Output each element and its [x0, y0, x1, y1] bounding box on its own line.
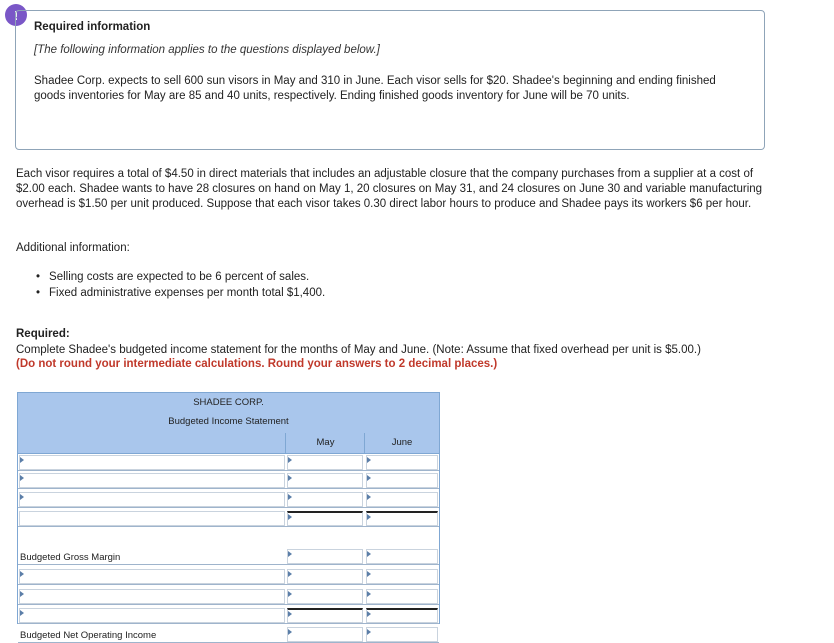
may-amount-input[interactable]: [287, 569, 363, 584]
header-divider: [364, 433, 365, 453]
may-amount-input[interactable]: [287, 549, 363, 564]
info-note: [The following information applies to the questions displayed below.]: [34, 44, 380, 56]
list-item: • Selling costs are expected to be 6 percent of sales.: [36, 269, 325, 285]
may-amount-input[interactable]: [287, 473, 363, 488]
june-amount-input[interactable]: [366, 549, 438, 564]
account-select[interactable]: [19, 589, 285, 604]
info-title: Required information: [34, 21, 151, 33]
june-amount-input[interactable]: [366, 569, 438, 584]
account-select[interactable]: [19, 492, 285, 507]
dropdown-marker-icon: [20, 457, 24, 463]
dropdown-marker-icon: [367, 551, 371, 557]
statement-company: SHADEE CORP.: [18, 393, 439, 414]
row-label: Budgeted Gross Margin: [20, 552, 121, 563]
table-row: [18, 624, 439, 643]
column-header-june: June: [391, 437, 413, 448]
dropdown-marker-icon: [288, 457, 292, 463]
june-amount-input[interactable]: [366, 492, 438, 507]
june-amount-input[interactable]: [366, 455, 438, 470]
dropdown-marker-icon: [288, 551, 292, 557]
dropdown-marker-icon: [367, 591, 371, 597]
dropdown-marker-icon: [20, 591, 24, 597]
list-item: • Fixed administrative expenses per month total $1,400.: [36, 285, 325, 301]
may-amount-input[interactable]: [287, 511, 363, 526]
dropdown-marker-icon: [20, 610, 24, 616]
dropdown-marker-icon: [20, 571, 24, 577]
dropdown-marker-icon: [288, 611, 292, 617]
dropdown-marker-icon: [20, 475, 24, 481]
problem-paragraph: Each visor requires a total of $4.50 in direct materials that includes an adjustable closure that the company purchases from a supplier at a cost of $2.00 each. Shadee wants to have 28 closures on hand on May 1, 20 closures on May 31, and 24 closures on June 30 and variable manufacturing overhead is $1.50 per unit produced. Suppose that each visor takes 0.30 direct labor hours to produce and Shadee pays its workers $6 per hour.: [16, 168, 763, 210]
account-select[interactable]: [19, 455, 285, 470]
statement-title: Budgeted Income Statement: [18, 413, 439, 434]
june-amount-input[interactable]: [366, 608, 438, 623]
may-amount-input[interactable]: [287, 589, 363, 604]
dropdown-marker-icon: [288, 475, 292, 481]
dropdown-marker-icon: [288, 629, 292, 635]
account-select[interactable]: [19, 511, 285, 526]
table-row: [18, 527, 439, 565]
column-header-may: May: [316, 437, 335, 448]
table-row: [18, 471, 439, 489]
header-divider: [285, 433, 286, 453]
june-amount-input[interactable]: [366, 589, 438, 604]
june-amount-input[interactable]: [366, 627, 438, 642]
table-row: [18, 489, 439, 508]
account-select[interactable]: [19, 473, 285, 488]
dropdown-marker-icon: [367, 514, 371, 520]
account-select[interactable]: [19, 569, 285, 584]
dropdown-marker-icon: [367, 494, 371, 500]
dropdown-marker-icon: [20, 494, 24, 500]
additional-information-label: Additional information:: [16, 242, 130, 254]
may-amount-input[interactable]: [287, 627, 363, 642]
may-amount-input[interactable]: [287, 492, 363, 507]
june-amount-input[interactable]: [366, 473, 438, 488]
exclamation-icon: !: [5, 4, 27, 26]
table-row: [18, 508, 439, 527]
table-row: [18, 565, 439, 585]
june-amount-input[interactable]: [366, 511, 438, 526]
table-row: [18, 453, 439, 471]
statement-column-header: [18, 433, 439, 454]
dropdown-marker-icon: [288, 591, 292, 597]
dropdown-marker-icon: [367, 475, 371, 481]
additional-information-list: [36, 269, 325, 301]
budgeted-income-statement-table: [17, 392, 440, 641]
may-amount-input[interactable]: [287, 608, 363, 623]
required-text: Complete Shadee's budgeted income statement for the months of May and June. (Note: Assume that fixed overhead per unit is $5.00.): [16, 344, 701, 356]
table-row: [18, 605, 439, 624]
row-label: Budgeted Net Operating Income: [20, 630, 157, 641]
dropdown-marker-icon: [367, 611, 371, 617]
may-amount-input[interactable]: [287, 455, 363, 470]
dropdown-marker-icon: [288, 571, 292, 577]
account-select[interactable]: [19, 608, 285, 623]
dropdown-marker-icon: [367, 571, 371, 577]
dropdown-marker-icon: [367, 629, 371, 635]
table-row: [18, 585, 439, 605]
dropdown-marker-icon: [367, 457, 371, 463]
dropdown-marker-icon: [288, 514, 292, 520]
rounding-instruction: (Do not round your intermediate calculations. Round your answers to 2 decimal places.): [16, 358, 498, 370]
info-body: Shadee Corp. expects to sell 600 sun visors in May and 310 in June. Each visor sells for $20. Shadee's beginning and ending finished goods inventories for May are 85 and 40 units, respectively. Ending finished goods inventory for June will be 70 units.: [34, 75, 716, 102]
dropdown-marker-icon: [288, 494, 292, 500]
required-label: Required:: [16, 328, 70, 340]
